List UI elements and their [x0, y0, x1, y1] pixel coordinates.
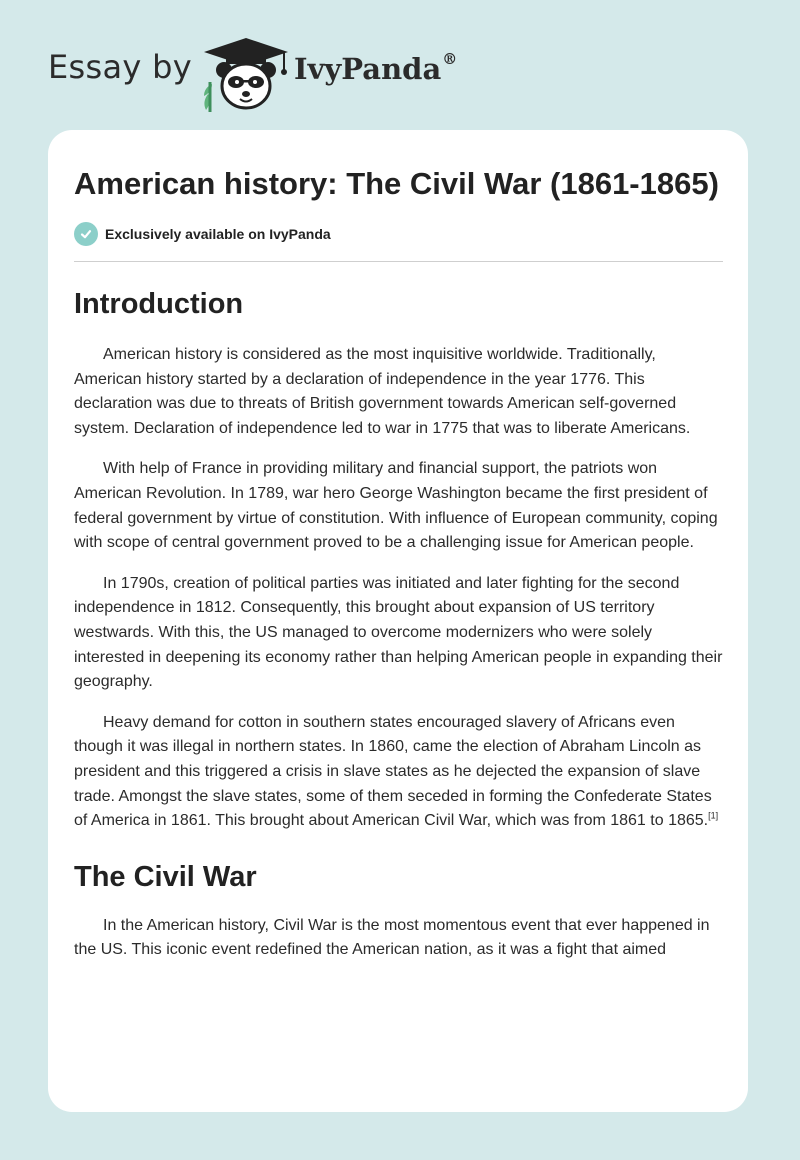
paragraph: American history is considered as the most inquisitive worldwide. Traditionally, American history started by a declaration of independence in the year 1776. This declaration was due to threats of British government towards American self-governed system. Declaration of independence led to war in 1775 that was to liberate Americans. [74, 346, 691, 437]
paragraph: In 1790s, creation of political parties was initiated and later fighting for the second independence in 1812. Consequently, this brought about expansion of US territory westwards. With this, the US managed to overcome modernizers who were solely interested in deepening its economy rather than helping American people in expanding their geography. [74, 574, 723, 691]
exclusive-badge-text: Exclusively available on IvyPanda [105, 226, 331, 242]
ivypanda-logo-icon[interactable] [200, 36, 292, 112]
ivypanda-brand[interactable] [294, 52, 457, 86]
essay-by-label: Essay by [48, 48, 192, 86]
paragraph-text: Heavy demand for cotton in southern states encouraged slavery of Africans even though it was illegal in northern states. In 1860, came the election of Abraham Lincoln as president and this triggered a crisis in slave states as he dejected the expansion of slave trade. Amongst the slave states, some of them seceded in forming the Confederate States of America in 1861. This brought about American Civil War, which was from 1861 to 1865. [74, 713, 712, 830]
site-header [0, 0, 800, 120]
check-icon [74, 222, 98, 246]
trademark-symbol: ® [442, 50, 458, 69]
section-heading-civil-war: The Civil War [74, 860, 257, 893]
paragraph: In the American history, Civil War is the most momentous event that ever happened in the US. This iconic event redefined the American nation, as it was a fight that aimed [74, 916, 710, 959]
essay-title: American history: The Civil War (1861-1865) [74, 166, 719, 201]
footnote-link[interactable]: [1] [708, 810, 719, 821]
paragraph: With help of France in providing military and financial support, the patriots won American Revolution. In 1789, war hero George Washington became the first president of federal government by virtue of constitution. With influence of European community, coping with scope of central government proved to be a challenging issue for American people. [74, 460, 718, 552]
paragraph-with-footnote [74, 711, 723, 834]
divider [74, 261, 723, 262]
essay-content [74, 164, 723, 979]
exclusive-badge [74, 221, 723, 247]
essay-card [48, 130, 748, 1112]
brand-name: IvyPanda [294, 52, 442, 86]
section-heading-introduction: Introduction [74, 288, 244, 320]
